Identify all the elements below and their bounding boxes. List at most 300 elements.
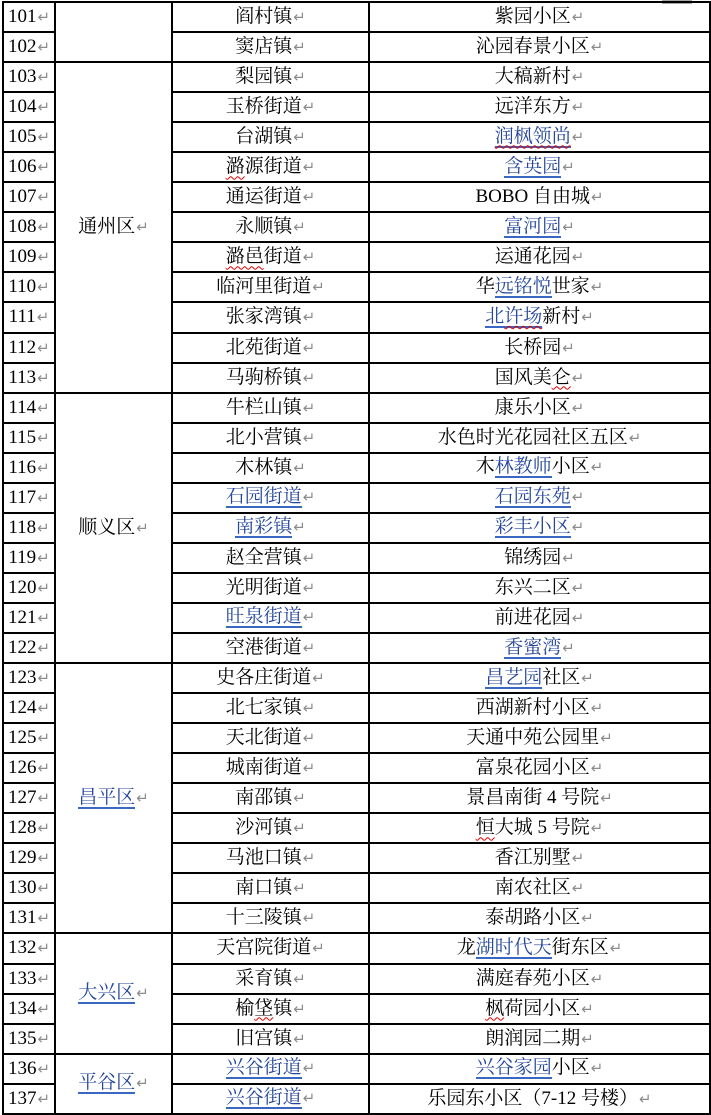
cell-text: 北七家镇 [225, 697, 302, 719]
cell-end-marker-icon: ↵ [37, 909, 51, 928]
hyperlink[interactable]: 石园街道 [225, 486, 302, 508]
cell-end-marker-icon: ↵ [571, 368, 585, 387]
cell-text: 垡 [254, 997, 274, 1019]
cell-end-marker-icon: ↵ [37, 608, 51, 627]
cell-text: 沙河镇 [235, 817, 293, 839]
row-number-cell [3, 152, 55, 182]
cell-text: 106 [7, 156, 37, 178]
cell-text: 109 [7, 246, 37, 268]
cell-text: 117 [8, 486, 37, 508]
cell-end-marker-icon: ↵ [571, 608, 585, 627]
cell-end-marker-icon: ↵ [293, 819, 306, 838]
cell-text: 满庭春苑小区 [475, 967, 590, 989]
cell-text: 134 [7, 997, 37, 1019]
cell-text: 114 [8, 396, 37, 418]
row-number-cell [3, 964, 55, 994]
row-number-cell [3, 333, 55, 363]
cell-text: 马驹桥镇 [225, 366, 302, 388]
cell-end-marker-icon: ↵ [37, 158, 51, 177]
cell-end-marker-icon: ↵ [293, 1029, 306, 1048]
community-cell [369, 543, 710, 573]
cell-text: 景昌南街 4 号院 [466, 787, 600, 809]
cell-end-marker-icon: ↵ [302, 248, 316, 267]
community-cell [369, 873, 710, 903]
cell-end-marker-icon: ↵ [293, 458, 306, 477]
cell-end-marker-icon: ↵ [571, 578, 585, 597]
cell-text: 129 [7, 847, 37, 869]
cell-text: 112 [8, 336, 37, 358]
cell-end-marker-icon: ↵ [571, 518, 585, 537]
cell-end-marker-icon: ↵ [37, 669, 51, 688]
town-cell [172, 663, 369, 693]
cell-end-marker-icon: ↵ [37, 759, 51, 778]
cell-end-marker-icon: ↵ [571, 849, 585, 868]
town-cell [172, 122, 369, 152]
community-cell [369, 663, 710, 693]
cell-text: 大稿新村 [494, 66, 571, 88]
cell-end-marker-icon: ↵ [37, 1029, 51, 1048]
community-cell [369, 603, 710, 633]
community-cell [369, 2, 710, 32]
cell-end-marker-icon: ↵ [302, 1089, 316, 1108]
cell-text: 木林镇 [235, 456, 293, 478]
cell-text: 128 [7, 817, 37, 839]
cell-text: 华 [475, 275, 495, 297]
row-number-cell [3, 573, 55, 603]
cell-end-marker-icon: ↵ [37, 789, 51, 808]
cell-text: 木 [475, 456, 495, 478]
row-number-cell [3, 753, 55, 783]
cell-end-marker-icon: ↵ [302, 188, 316, 207]
cell-text: 国风美 [494, 366, 552, 388]
cell-text: 119 [8, 546, 37, 568]
hyperlink[interactable]: 平谷区 [78, 1072, 136, 1094]
row-number-cell [3, 663, 55, 693]
cell-end-marker-icon: ↵ [571, 68, 585, 87]
community-cell [369, 333, 710, 363]
cell-text: 南邵镇 [235, 787, 293, 809]
row-number-cell [3, 423, 55, 453]
cell-end-marker-icon: ↵ [302, 639, 316, 657]
cell-end-marker-icon: ↵ [312, 278, 325, 297]
cell-end-marker-icon: ↵ [37, 98, 51, 117]
community-cell [369, 783, 710, 813]
cell-text: 130 [7, 877, 37, 899]
cell-text: 史各庄街道 [216, 667, 312, 689]
table-row [3, 663, 710, 693]
cell-end-marker-icon: ↵ [293, 128, 306, 147]
cell-end-marker-icon: ↵ [37, 68, 51, 87]
town-cell [172, 1024, 369, 1054]
district-cell [55, 663, 172, 933]
cell-end-marker-icon: ↵ [293, 218, 306, 237]
community-cell [369, 122, 710, 152]
town-cell [172, 2, 369, 32]
town-cell [172, 603, 369, 633]
cell-text: 132 [7, 937, 37, 959]
cell-end-marker-icon: ↵ [37, 849, 51, 868]
hyperlink[interactable]: 南彩镇 [235, 516, 293, 538]
community-cell [369, 152, 710, 182]
cell-end-marker-icon: ↵ [581, 1029, 594, 1048]
cell-end-marker-icon: ↵ [628, 428, 642, 447]
town-cell [172, 573, 369, 603]
cell-end-marker-icon: ↵ [293, 789, 306, 808]
town-cell [172, 843, 369, 873]
cell-end-marker-icon: ↵ [136, 788, 149, 807]
cell-text: 源街道 [244, 156, 302, 178]
cell-end-marker-icon: ↵ [136, 518, 149, 537]
community-cell [369, 573, 710, 603]
cell-end-marker-icon: ↵ [571, 248, 585, 267]
cell-end-marker-icon: ↵ [293, 879, 306, 898]
cell-end-marker-icon: ↵ [37, 699, 51, 718]
town-cell [172, 693, 369, 723]
cell-end-marker-icon: ↵ [37, 368, 50, 387]
row-number-cell [3, 182, 55, 212]
row-number-cell [3, 994, 55, 1024]
town-cell [172, 333, 369, 363]
town-cell [172, 994, 369, 1024]
cell-text: 南农社区 [494, 877, 571, 899]
cell-end-marker-icon: ↵ [590, 1059, 604, 1078]
cell-text: 111 [8, 306, 36, 328]
cell-end-marker-icon: ↵ [302, 759, 316, 778]
cell-text: 小区 [551, 456, 590, 478]
cell-end-marker-icon: ↵ [571, 879, 585, 898]
community-cell [369, 693, 710, 723]
cell-text: 张家湾镇 [225, 306, 302, 328]
hyperlink[interactable]: 北 [485, 305, 505, 327]
cell-text: 122 [7, 637, 37, 658]
cell-end-marker-icon: ↵ [571, 8, 585, 27]
cell-text: 光明街道 [225, 576, 302, 598]
cell-text: 阎村镇 [235, 6, 293, 28]
cell-end-marker-icon: ↵ [571, 127, 585, 146]
town-cell [172, 32, 369, 62]
cell-text: 泰胡路小区 [485, 907, 581, 929]
community-cell [369, 723, 710, 753]
district-cell [55, 1054, 172, 1114]
community-table [2, 1, 711, 1115]
cell-end-marker-icon: ↵ [37, 578, 51, 597]
row-number-cell [3, 603, 55, 633]
cell-end-marker-icon: ↵ [609, 938, 623, 957]
cell-text: 135 [7, 1027, 37, 1049]
hyperlink[interactable]: 兴谷街道 [225, 1057, 302, 1079]
district-cell [55, 393, 172, 663]
hyperlink[interactable]: 富河园 [504, 215, 562, 237]
cell-text: 102 [7, 36, 37, 58]
town-cell [172, 272, 369, 302]
cell-end-marker-icon: ↵ [581, 999, 594, 1018]
hyperlink[interactable]: 昌艺园 [485, 666, 543, 688]
cell-end-marker-icon: ↵ [37, 518, 50, 537]
cell-text: 社区 [542, 666, 581, 688]
row-number-cell [3, 1084, 55, 1114]
cell-text: 康乐小区 [494, 396, 571, 418]
row-number-cell [3, 92, 55, 122]
cell-text: 125 [7, 727, 37, 749]
cell-end-marker-icon: ↵ [571, 488, 585, 507]
hyperlink[interactable]: 林教师 [494, 456, 552, 478]
cell-text: 北苑街道 [225, 336, 302, 358]
cell-text: 天宫院街道 [216, 937, 312, 959]
cell-text: 潞邑 [225, 246, 264, 268]
cell-end-marker-icon: ↵ [302, 488, 316, 507]
cell-text: 枫 [485, 997, 505, 1019]
town-cell [172, 182, 369, 212]
cell-text: 潞 [225, 156, 245, 178]
cell-text: 运通花园 [494, 246, 571, 268]
cell-text: 101 [7, 6, 37, 28]
cell-end-marker-icon: ↵ [293, 38, 306, 57]
cell-text: 永顺镇 [235, 216, 293, 238]
community-cell [369, 813, 710, 843]
cell-end-marker-icon: ↵ [302, 368, 316, 387]
cell-text: 远洋东方 [494, 96, 571, 118]
cell-end-marker-icon: ↵ [571, 398, 585, 417]
cell-end-marker-icon: ↵ [562, 338, 575, 357]
community-cell [369, 423, 710, 453]
cell-end-marker-icon: ↵ [302, 909, 316, 928]
cell-end-marker-icon: ↵ [581, 668, 594, 687]
town-cell [172, 543, 369, 573]
cell-end-marker-icon: ↵ [302, 729, 316, 748]
cell-text: 镇 [273, 997, 293, 1019]
cell-end-marker-icon: ↵ [571, 98, 585, 117]
cell-text: 街东区 [551, 936, 609, 958]
community-cell [369, 302, 710, 332]
cell-text: 龙 [456, 936, 476, 958]
row-number-cell [3, 513, 55, 543]
community-cell [369, 1084, 710, 1114]
cell-end-marker-icon: ↵ [302, 548, 316, 567]
cell-text: 荷园小区 [504, 997, 581, 1019]
cell-end-marker-icon: ↵ [590, 38, 604, 57]
community-cell [369, 272, 710, 302]
hyperlink[interactable]: 润枫领尚 [494, 125, 571, 147]
row-number-cell [3, 212, 55, 242]
row-number-cell [3, 723, 55, 753]
cell-text: 136 [7, 1057, 37, 1079]
cell-text: 旧宫镇 [235, 1027, 293, 1049]
cell-end-marker-icon: ↵ [37, 428, 50, 447]
cell-text: 朗润园二期 [485, 1027, 581, 1049]
cell-text: 103 [7, 66, 37, 88]
cell-end-marker-icon: ↵ [590, 277, 604, 296]
row-number-cell [3, 1024, 55, 1054]
hyperlink[interactable]: 彩丰小区 [494, 516, 571, 538]
cell-end-marker-icon: ↵ [37, 8, 51, 27]
cell-text: 长桥园 [504, 336, 562, 358]
cell-text: 梨园镇 [235, 66, 293, 88]
community-cell [369, 483, 710, 513]
town-cell [172, 152, 369, 182]
cell-text: 西湖新村小区 [475, 697, 590, 719]
row-number-cell [3, 1054, 55, 1084]
cell-text: 120 [7, 576, 37, 598]
cell-text: 窦店镇 [235, 36, 293, 58]
row-number-cell [3, 873, 55, 903]
cell-text: 北小营镇 [225, 426, 302, 448]
cell-end-marker-icon: ↵ [302, 428, 316, 447]
cell-end-marker-icon: ↵ [37, 969, 51, 988]
cell-text: 天通中苑公园里 [466, 727, 600, 749]
cell-end-marker-icon: ↵ [302, 338, 316, 357]
cell-text: 113 [8, 366, 37, 388]
cell-end-marker-icon: ↵ [37, 1059, 51, 1078]
cell-text: 锦绣园 [504, 546, 562, 568]
community-cell [369, 92, 710, 122]
hyperlink[interactable]: 含英园 [504, 155, 562, 177]
town-cell [172, 723, 369, 753]
hyperlink[interactable]: 大兴区 [78, 982, 136, 1004]
cell-end-marker-icon: ↵ [37, 999, 51, 1018]
cell-end-marker-icon: ↵ [302, 158, 316, 177]
cell-text: 天北街道 [225, 727, 302, 749]
cell-end-marker-icon: ↵ [37, 879, 51, 898]
hyperlink[interactable]: 许场 [504, 305, 543, 327]
cell-end-marker-icon: ↵ [312, 939, 325, 958]
cell-end-marker-icon: ↵ [37, 278, 50, 297]
community-cell [369, 843, 710, 873]
cell-text: 105 [7, 126, 37, 148]
district-cell [55, 933, 172, 1053]
row-number-cell [3, 783, 55, 813]
cell-end-marker-icon: ↵ [302, 398, 316, 417]
cell-end-marker-icon: ↵ [36, 308, 50, 327]
row-number-cell [3, 633, 55, 663]
cell-text: 世家 [551, 275, 590, 297]
community-cell [369, 1054, 710, 1084]
community-cell [369, 182, 710, 212]
table-row [3, 62, 710, 92]
town-cell [172, 302, 369, 332]
hyperlink[interactable]: 旺泉街道 [225, 606, 302, 628]
community-cell [369, 453, 710, 483]
hyperlink[interactable]: 石园东苑 [494, 486, 571, 508]
cell-text: 南口镇 [235, 877, 293, 899]
row-number-cell [3, 693, 55, 723]
cell-end-marker-icon: ↵ [562, 548, 575, 567]
cell-text: 124 [7, 697, 37, 719]
cell-text: 牛栏山镇 [225, 396, 302, 418]
cell-end-marker-icon: ↵ [37, 398, 50, 417]
hyperlink[interactable]: 兴谷家园 [475, 1057, 552, 1079]
cell-end-marker-icon: ↵ [37, 338, 50, 357]
community-cell [369, 994, 710, 1024]
town-cell [172, 483, 369, 513]
town-cell [172, 1054, 369, 1084]
cell-end-marker-icon: ↵ [562, 217, 575, 236]
cell-text: 137 [7, 1087, 37, 1109]
cell-text: 富泉花园小区 [475, 757, 590, 779]
cell-text: 107 [7, 186, 37, 208]
cell-end-marker-icon: ↵ [293, 969, 306, 988]
community-cell [369, 242, 710, 272]
cell-end-marker-icon: ↵ [136, 984, 149, 1003]
cell-end-marker-icon: ↵ [302, 98, 316, 117]
table-row [3, 393, 710, 423]
row-number-cell [3, 122, 55, 152]
cell-text: 126 [7, 757, 37, 779]
town-cell [172, 783, 369, 813]
cell-end-marker-icon: ↵ [590, 188, 604, 207]
cell-end-marker-icon: ↵ [37, 218, 51, 237]
cell-end-marker-icon: ↵ [37, 548, 50, 567]
cell-end-marker-icon: ↵ [37, 38, 51, 57]
hyperlink[interactable]: 湖时代天 [475, 936, 552, 958]
cell-end-marker-icon: ↵ [302, 308, 316, 327]
cell-end-marker-icon: ↵ [293, 518, 306, 537]
cell-end-marker-icon: ↵ [312, 669, 325, 688]
hyperlink[interactable]: 远铭悦 [494, 275, 552, 297]
table-row [3, 1054, 710, 1084]
cell-end-marker-icon: ↵ [37, 819, 51, 838]
cell-end-marker-icon: ↵ [600, 729, 613, 748]
row-number-cell [3, 32, 55, 62]
cell-end-marker-icon: ↵ [590, 819, 604, 838]
cell-text: 城南街道 [225, 757, 302, 779]
cell-end-marker-icon: ↵ [302, 699, 316, 718]
cell-text: 十三陵镇 [225, 907, 302, 929]
row-number-cell [3, 933, 55, 963]
cell-end-marker-icon: ↵ [562, 157, 575, 176]
table-body [3, 2, 710, 1114]
cell-end-marker-icon: ↵ [639, 1089, 652, 1108]
community-cell [369, 212, 710, 242]
town-cell [172, 633, 369, 663]
cell-end-marker-icon: ↵ [136, 218, 149, 237]
hyperlink[interactable]: 香蜜湾 [504, 636, 562, 658]
cell-text: 台湖镇 [235, 126, 293, 148]
district-cell [55, 62, 172, 393]
community-cell [369, 753, 710, 783]
cell-text: 小区 [551, 1057, 590, 1079]
cell-text: 118 [8, 516, 37, 538]
cell-end-marker-icon: ↵ [302, 578, 316, 597]
cell-text: 仑 [551, 366, 571, 388]
cell-end-marker-icon: ↵ [37, 128, 51, 147]
cell-end-marker-icon: ↵ [293, 8, 306, 27]
town-cell [172, 393, 369, 423]
cell-text: 133 [7, 967, 37, 989]
cell-text: 赵全营镇 [225, 546, 302, 568]
row-number-cell [3, 302, 55, 332]
cell-end-marker-icon: ↵ [136, 1074, 149, 1093]
cell-end-marker-icon: ↵ [37, 458, 50, 477]
town-cell [172, 423, 369, 453]
cell-text: 104 [7, 96, 37, 118]
town-cell [172, 453, 369, 483]
hyperlink[interactable]: 昌平区 [78, 786, 136, 808]
community-cell [369, 933, 710, 963]
cell-end-marker-icon: ↵ [590, 759, 604, 778]
cell-end-marker-icon: ↵ [562, 638, 575, 657]
cell-end-marker-icon: ↵ [37, 1089, 51, 1108]
cell-text: 通州区 [78, 216, 136, 238]
town-cell [172, 933, 369, 963]
community-cell [369, 393, 710, 423]
cell-end-marker-icon: ↵ [302, 1059, 316, 1078]
row-number-cell [3, 62, 55, 92]
cell-end-marker-icon: ↵ [581, 307, 594, 326]
cell-text: 空港街道 [225, 637, 302, 658]
cell-text: BOBO 自由城 [475, 186, 590, 208]
cell-text: 榆 [235, 997, 255, 1019]
hyperlink[interactable]: 兴谷街道 [225, 1087, 302, 1109]
